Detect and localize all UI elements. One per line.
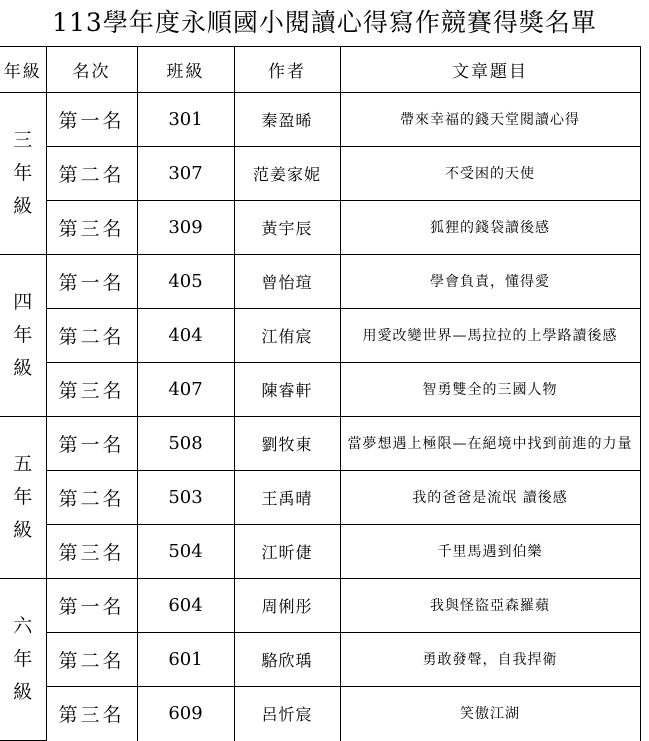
class-cell: 307	[137, 147, 234, 201]
article-cell: 勇敢發聲，自我捍衛	[340, 633, 640, 687]
article-cell: 用愛改變世界—馬拉拉的上學路讀後感	[340, 309, 640, 363]
article-cell: 當夢想遇上極限—在絕境中找到前進的力量	[340, 417, 640, 471]
author-cell: 周俐彤	[234, 579, 340, 633]
table-row	[0, 147, 640, 201]
rank-cell: 第一名	[46, 417, 137, 471]
rank-cell: 第三名	[46, 687, 137, 741]
table-row	[0, 471, 640, 525]
author-cell: 劉牧東	[234, 417, 340, 471]
article-cell: 我與怪盜亞森羅蘋	[340, 579, 640, 633]
rank-cell: 第二名	[46, 633, 137, 687]
class-cell: 609	[137, 687, 234, 741]
article-cell: 狐狸的錢袋讀後感	[340, 201, 640, 255]
grade-cell: 五 年 級	[0, 417, 46, 579]
article-cell: 我的爸爸是流氓 讀後感	[340, 471, 640, 525]
author-cell: 王禹晴	[234, 471, 340, 525]
class-cell: 601	[137, 633, 234, 687]
rank-cell: 第一名	[46, 255, 137, 309]
rank-cell: 第二名	[46, 147, 137, 201]
class-cell: 508	[137, 417, 234, 471]
grade-cell: 四 年 級	[0, 255, 46, 417]
table-row	[0, 633, 640, 687]
author-cell: 呂忻宸	[234, 687, 340, 741]
article-cell: 學會負責，懂得愛	[340, 255, 640, 309]
class-cell: 309	[137, 201, 234, 255]
author-cell: 黃宇辰	[234, 201, 340, 255]
author-cell: 江昕倢	[234, 525, 340, 579]
header-rank: 名次	[46, 47, 137, 93]
class-cell: 504	[137, 525, 234, 579]
rank-cell: 第二名	[46, 309, 137, 363]
article-cell: 智勇雙全的三國人物	[340, 363, 640, 417]
table-row	[0, 687, 640, 741]
table-row	[0, 309, 640, 363]
table-row	[0, 201, 640, 255]
header-article: 文章題目	[340, 47, 640, 93]
table-row	[0, 417, 640, 471]
grade-cell: 三 年 級	[0, 93, 46, 255]
class-cell: 604	[137, 579, 234, 633]
class-cell: 405	[137, 255, 234, 309]
rank-cell: 第三名	[46, 363, 137, 417]
rank-cell: 第一名	[46, 93, 137, 147]
author-cell: 秦盈晞	[234, 93, 340, 147]
table-row	[0, 525, 640, 579]
class-cell: 301	[137, 93, 234, 147]
header-row	[0, 47, 640, 93]
table-row	[0, 363, 640, 417]
grade-cell: 六 年 級	[0, 579, 46, 741]
rank-cell: 第二名	[46, 471, 137, 525]
author-cell: 駱欣瑀	[234, 633, 340, 687]
author-cell: 陳睿軒	[234, 363, 340, 417]
class-cell: 404	[137, 309, 234, 363]
header-author: 作者	[234, 47, 340, 93]
rank-cell: 第三名	[46, 525, 137, 579]
author-cell: 曾怡瑄	[234, 255, 340, 309]
awards-table	[0, 46, 641, 741]
table-row	[0, 579, 640, 633]
article-cell: 帶來幸福的錢天堂閱讀心得	[340, 93, 640, 147]
header-grade: 年級	[0, 47, 46, 93]
rank-cell: 第一名	[46, 579, 137, 633]
author-cell: 江侑宸	[234, 309, 340, 363]
rank-cell: 第三名	[46, 201, 137, 255]
class-cell: 503	[137, 471, 234, 525]
table-row	[0, 93, 640, 147]
table-row	[0, 255, 640, 309]
article-cell: 千里馬遇到伯樂	[340, 525, 640, 579]
header-class: 班級	[137, 47, 234, 93]
class-cell: 407	[137, 363, 234, 417]
page-title: 113學年度永順國小閱讀心得寫作競賽得獎名單	[52, 8, 597, 37]
article-cell: 不受困的天使	[340, 147, 640, 201]
author-cell: 范姜家妮	[234, 147, 340, 201]
article-cell: 笑傲江湖	[340, 687, 640, 741]
